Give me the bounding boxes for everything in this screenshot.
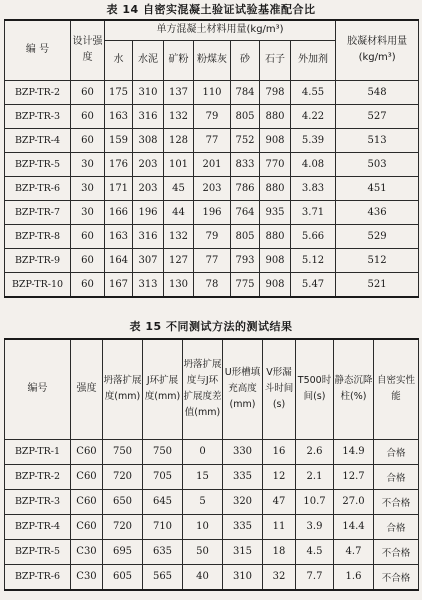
table-cell: 12.7 — [334, 464, 374, 489]
row-code-cell: BZP-TR-6 — [5, 176, 71, 200]
table-row — [5, 152, 419, 176]
table-cell: C30 — [71, 564, 103, 590]
table-row — [5, 539, 419, 564]
table-cell: 4.08 — [291, 152, 336, 176]
table-cell: 163 — [105, 224, 133, 248]
table-cell: 18 — [263, 539, 296, 564]
table-cell: 30 — [71, 176, 105, 200]
header-fly-ash: 粉煤灰 — [194, 40, 231, 80]
row-code-cell: BZP-TR-6 — [5, 564, 71, 590]
header-water: 水 — [105, 40, 133, 80]
table-cell: 167 — [105, 272, 133, 297]
table-cell: 650 — [103, 489, 143, 514]
table-cell: 720 — [103, 464, 143, 489]
table-cell: 14.4 — [334, 514, 374, 539]
table-cell: 775 — [231, 272, 260, 297]
table-cell: 605 — [103, 564, 143, 590]
table-cell: 137 — [164, 80, 194, 104]
row-code-cell: BZP-TR-3 — [5, 489, 71, 514]
table-cell: 79 — [194, 224, 231, 248]
table-cell: 908 — [260, 128, 291, 152]
table-cell: 764 — [231, 200, 260, 224]
row-code-cell: BZP-TR-4 — [5, 514, 71, 539]
table-cell: 16 — [263, 439, 296, 464]
table-cell: 720 — [103, 514, 143, 539]
row-code-cell: BZP-TR-8 — [5, 224, 71, 248]
table-cell: 750 — [143, 439, 183, 464]
table-cell: 880 — [260, 104, 291, 128]
table-cell: 908 — [260, 272, 291, 297]
table-cell: 710 — [143, 514, 183, 539]
header-slump-flow: 坍落扩展度(mm) — [103, 339, 143, 439]
table-cell: 793 — [231, 248, 260, 272]
header-admixture: 外加剂 — [291, 40, 336, 80]
table-cell: 27.0 — [334, 489, 374, 514]
table-cell: 40 — [183, 564, 223, 590]
table-cell: 78 — [194, 272, 231, 297]
table-cell: 60 — [71, 272, 105, 297]
table-cell: 15 — [183, 464, 223, 489]
table-row — [5, 224, 419, 248]
table-cell: 130 — [164, 272, 194, 297]
table-cell: 128 — [164, 128, 194, 152]
table-cell: 0 — [183, 439, 223, 464]
header-sand: 砂 — [231, 40, 260, 80]
table-cell: 805 — [231, 224, 260, 248]
header-v-funnel-time: V形漏斗时间(s) — [263, 339, 296, 439]
header-cement: 水泥 — [133, 40, 164, 80]
row-code-cell: BZP-TR-10 — [5, 272, 71, 297]
row-code-cell: BZP-TR-9 — [5, 248, 71, 272]
table-cell: 60 — [71, 248, 105, 272]
table-cell: 44 — [164, 200, 194, 224]
table-cell: 512 — [336, 248, 419, 272]
table-cell: 5 — [183, 489, 223, 514]
header-code: 编号 — [5, 339, 71, 439]
table-cell: 175 — [105, 80, 133, 104]
row-code-cell: BZP-TR-5 — [5, 539, 71, 564]
table-cell: 316 — [133, 104, 164, 128]
header-material-group: 单方混凝土材料用量(kg/m³) — [105, 20, 336, 40]
table-cell: 308 — [133, 128, 164, 152]
table-cell: 786 — [231, 176, 260, 200]
table-cell: 313 — [133, 272, 164, 297]
table-cell: 935 — [260, 200, 291, 224]
table-cell: 307 — [133, 248, 164, 272]
table-cell: 60 — [71, 128, 105, 152]
table-cell: 3.9 — [296, 514, 334, 539]
table-row — [5, 248, 419, 272]
table-cell: 60 — [71, 80, 105, 104]
row-code-cell: BZP-TR-2 — [5, 80, 71, 104]
table-cell: 705 — [143, 464, 183, 489]
header-t500-time: T500时间(s) — [296, 339, 334, 439]
table-cell: 132 — [164, 104, 194, 128]
header-flow-difference: 坍落扩展度与J环扩展度差值(mm) — [183, 339, 223, 439]
table-cell: 805 — [231, 104, 260, 128]
table-cell: 60 — [71, 104, 105, 128]
table-cell: 310 — [133, 80, 164, 104]
table-cell: 203 — [194, 176, 231, 200]
table-cell: 4.55 — [291, 80, 336, 104]
table-cell: 101 — [164, 152, 194, 176]
row-code-cell: BZP-TR-7 — [5, 200, 71, 224]
table-cell: 5.39 — [291, 128, 336, 152]
mix-proportion-table — [4, 19, 419, 298]
table-row — [5, 489, 419, 514]
result-cell: 合格 — [374, 514, 419, 539]
result-cell: 不合格 — [374, 539, 419, 564]
table-cell: 529 — [336, 224, 419, 248]
table-cell: 4.5 — [296, 539, 334, 564]
table-cell: 77 — [194, 128, 231, 152]
table-row — [5, 272, 419, 297]
table-cell: 5.12 — [291, 248, 336, 272]
table-cell: 164 — [105, 248, 133, 272]
table-cell: 201 — [194, 152, 231, 176]
row-code-cell: BZP-TR-3 — [5, 104, 71, 128]
table-cell: 833 — [231, 152, 260, 176]
table-cell: 784 — [231, 80, 260, 104]
table-cell: 12 — [263, 464, 296, 489]
table-cell: 4.7 — [334, 539, 374, 564]
header-binder-amount: 胶凝材料用量(kg/m³) — [336, 20, 419, 80]
table-cell: 521 — [336, 272, 419, 297]
table-cell: 770 — [260, 152, 291, 176]
table-cell: 30 — [71, 152, 105, 176]
table-cell: 4.22 — [291, 104, 336, 128]
table-cell: 3.71 — [291, 200, 336, 224]
header-slag: 矿粉 — [164, 40, 194, 80]
table-cell: 60 — [71, 224, 105, 248]
table-cell: 159 — [105, 128, 133, 152]
table-cell: 335 — [223, 514, 263, 539]
table-cell: 880 — [260, 176, 291, 200]
table-cell: 45 — [164, 176, 194, 200]
table-cell: C60 — [71, 489, 103, 514]
table-cell: 176 — [105, 152, 133, 176]
table-cell: 47 — [263, 489, 296, 514]
table-cell: 5.66 — [291, 224, 336, 248]
table-cell: 565 — [143, 564, 183, 590]
table-cell: 30 — [71, 200, 105, 224]
table-cell: 2.6 — [296, 439, 334, 464]
table-row — [5, 514, 419, 539]
table-cell: 203 — [133, 176, 164, 200]
table-cell: 196 — [194, 200, 231, 224]
table-row — [5, 128, 419, 152]
header-design-strength: 设计强度 — [71, 20, 105, 80]
table14-caption: 表 14 自密实混凝土验证试验基准配合比 — [106, 3, 316, 16]
result-cell: 不合格 — [374, 489, 419, 514]
row-code-cell: BZP-TR-5 — [5, 152, 71, 176]
header-code: 编 号 — [5, 20, 71, 80]
table-cell: 171 — [105, 176, 133, 200]
table-cell: 315 — [223, 539, 263, 564]
result-cell: 合格 — [374, 439, 419, 464]
header-stone: 石子 — [260, 40, 291, 80]
header-static-settlement: 静态沉降柱(%) — [334, 339, 374, 439]
table-cell: 880 — [260, 224, 291, 248]
table-row — [5, 439, 419, 464]
table-row — [5, 176, 419, 200]
table-cell: 316 — [133, 224, 164, 248]
result-cell: 不合格 — [374, 564, 419, 590]
table-cell: 645 — [143, 489, 183, 514]
table-cell: C30 — [71, 539, 103, 564]
table-row — [5, 564, 419, 590]
table-row — [5, 200, 419, 224]
table-cell: 527 — [336, 104, 419, 128]
test-results-table — [4, 338, 419, 591]
table-cell: C60 — [71, 514, 103, 539]
table-cell: 310 — [223, 564, 263, 590]
row-code-cell: BZP-TR-4 — [5, 128, 71, 152]
table-cell: 798 — [260, 80, 291, 104]
table-row — [5, 104, 419, 128]
table-cell: 3.83 — [291, 176, 336, 200]
table-cell: 2.1 — [296, 464, 334, 489]
table-row — [5, 80, 419, 104]
table-cell: 196 — [133, 200, 164, 224]
result-cell: 合格 — [374, 464, 419, 489]
table-cell: 503 — [336, 152, 419, 176]
table-cell: 5.47 — [291, 272, 336, 297]
table-cell: 635 — [143, 539, 183, 564]
header-strength: 强度 — [71, 339, 103, 439]
row-code-cell: BZP-TR-2 — [5, 464, 71, 489]
table-cell: 127 — [164, 248, 194, 272]
header-u-box-height: U形槽填充高度(mm) — [223, 339, 263, 439]
table-cell: C60 — [71, 464, 103, 489]
table-cell: 750 — [103, 439, 143, 464]
table-cell: C60 — [71, 439, 103, 464]
table-cell: 513 — [336, 128, 419, 152]
table-cell: 32 — [263, 564, 296, 590]
table-cell: 752 — [231, 128, 260, 152]
row-code-cell: BZP-TR-1 — [5, 439, 71, 464]
table-cell: 10.7 — [296, 489, 334, 514]
table-cell: 203 — [133, 152, 164, 176]
header-j-ring-flow: J环扩展度(mm) — [143, 339, 183, 439]
table-cell: 10 — [183, 514, 223, 539]
table-cell: 11 — [263, 514, 296, 539]
table-cell: 132 — [164, 224, 194, 248]
table-cell: 50 — [183, 539, 223, 564]
table15-caption: 表 15 不同测试方法的测试结果 — [129, 320, 293, 333]
table-cell: 14.9 — [334, 439, 374, 464]
table-cell: 163 — [105, 104, 133, 128]
table-cell: 7.7 — [296, 564, 334, 590]
table-cell: 1.6 — [334, 564, 374, 590]
table-cell: 330 — [223, 439, 263, 464]
table-cell: 110 — [194, 80, 231, 104]
table-cell: 79 — [194, 104, 231, 128]
header-self-compacting-result: 自密实性能 — [374, 339, 419, 439]
table-cell: 436 — [336, 200, 419, 224]
table-cell: 77 — [194, 248, 231, 272]
table-cell: 166 — [105, 200, 133, 224]
table-cell: 320 — [223, 489, 263, 514]
table-cell: 548 — [336, 80, 419, 104]
table-cell: 695 — [103, 539, 143, 564]
table-cell: 908 — [260, 248, 291, 272]
table-row — [5, 464, 419, 489]
table-cell: 335 — [223, 464, 263, 489]
table-cell: 451 — [336, 176, 419, 200]
